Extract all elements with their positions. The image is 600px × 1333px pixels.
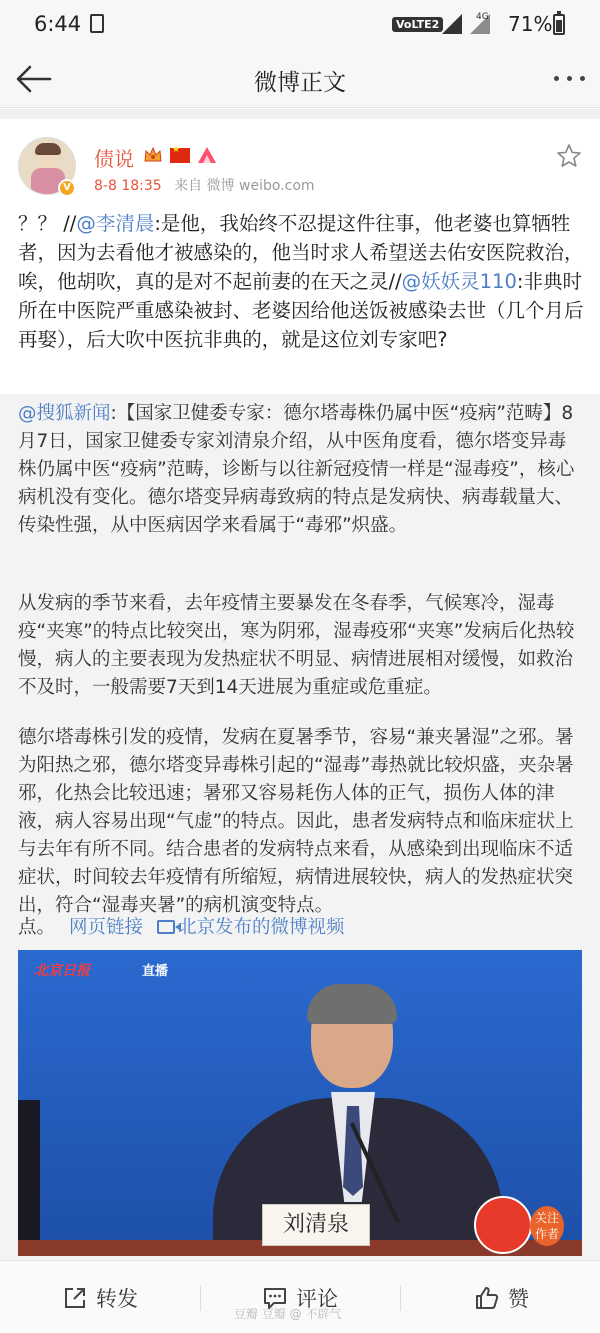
video-thumbnail[interactable]	[18, 950, 582, 1256]
video-logo: 北京日报	[34, 963, 90, 979]
page-title: 微博正文	[254, 70, 346, 96]
china-flag-icon	[170, 148, 190, 163]
nav-bar	[0, 50, 600, 108]
watermark: 豆瓣 豆瓣 @ 不辟气	[234, 1307, 342, 1321]
video-link-label: 北京发布的微博视频	[178, 917, 345, 938]
divider	[200, 1285, 201, 1311]
mention-link[interactable]: @李清晨	[76, 212, 155, 235]
action-bar	[0, 1260, 600, 1333]
repost-icon	[62, 1285, 88, 1311]
post-text-segment: :是他，我始终不忍提这件往事，他老婆也算牺牲者，因为去看他才被感染的，他当时求人希望送去佑安医院救治，唉，他胡吹，真的是对不起前妻的在天之灵//	[18, 212, 584, 293]
vip-icon	[196, 145, 218, 165]
signal-icon	[442, 14, 462, 34]
video-icon	[157, 920, 175, 934]
repost-paragraph: 德尔塔毒株引发的疫情，发病在夏暑季节，容易“兼夹暑湿”之邪。暑为阳热之邪，德尔塔变异毒株引起的“湿毒”毒热就比较炽盛，夹杂暑邪，化热会比较迅速；暑邪又容易耗伤人体的正气，损伤人体的津液，病人容易出现“气虚”的特点。因此，患者发病特点和临床症状上与去年有所不同。结合患者的发病特点来看，从感染到出现临床不适症状，时间较去年疫情有所缩短，病情进展较快，病人的发热症状突出，符合“湿毒夹暑”的病机演变特点。	[18, 727, 574, 916]
crown-icon	[143, 145, 163, 165]
repost-text-end: 点。	[18, 917, 56, 938]
post-time: 8-8 18:35	[94, 178, 162, 194]
repost-label: 转发	[96, 1287, 138, 1311]
curtain	[18, 1100, 40, 1240]
repost-button[interactable]	[62, 1283, 152, 1313]
video-live-label: 直播	[142, 964, 169, 979]
section-gap	[0, 109, 600, 119]
divider	[400, 1285, 401, 1311]
post-text-segment: ？？ //	[18, 212, 77, 235]
status-bar	[0, 0, 600, 50]
repost-paragraph: 从发病的季节来看，去年疫情主要暴发在冬春季，气候寒冷，湿毒疫“夹寒”的特点比较突出，寒为阴邪，湿毒疫邪“夹寒”发病后化热较慢，病人的主要表现为发热症状不明显、病情进展相对缓慢，如救治不及时，一般需要7天到14天进展为重症或危重症。	[18, 593, 575, 698]
post-text-segment: :非典时所在中医院严重感染被封、老婆因给他送饭被感染去世（几个月后再娶），后大吹中医抗非典的，就是这位刘专家吧?	[18, 270, 584, 351]
like-button[interactable]	[474, 1283, 544, 1313]
status-time: 6:44	[34, 12, 82, 36]
sim-card-icon	[90, 14, 104, 33]
repost-paragraph	[18, 400, 584, 540]
verified-badge-icon: V	[58, 179, 76, 197]
volte-badge: VoLTE2	[392, 17, 443, 32]
repost-text: :【国家卫健委专家：德尔塔毒株仍属中医“疫病”范畴】8月7日，国家卫健委专家刘清泉介绍，从中医角度看，德尔塔变异毒株仍属中医“疫病”范畴，诊断与以往新冠疫情一样是“湿毒疫”，核心病机没有变化。德尔塔变异病毒致病的特点是发病快、病毒载量大、传染性强，从中医病因学来看属于“毒邪”炽盛。	[18, 403, 575, 536]
username[interactable]: 债说	[94, 147, 134, 171]
more-icon[interactable]	[552, 74, 588, 84]
mention-link[interactable]: @妖妖灵110	[401, 270, 517, 293]
comment-label: 评论	[296, 1287, 338, 1311]
battery-icon	[553, 14, 565, 35]
weibo-post	[0, 119, 600, 394]
post-meta	[94, 175, 315, 195]
name-plate: 刘清泉	[262, 1204, 370, 1246]
battery-percent: 71%	[508, 12, 553, 36]
post-source: 来自 微博 weibo.com	[174, 178, 315, 194]
favorite-star-icon[interactable]	[556, 143, 582, 169]
web-link[interactable]: 网页链接	[69, 917, 144, 938]
mention-link[interactable]: @搜狐新闻	[18, 403, 111, 424]
logo-icon	[474, 1196, 532, 1254]
post-text	[18, 209, 584, 354]
repost-links	[18, 914, 345, 942]
thumbs-up-icon	[474, 1285, 500, 1311]
like-label: 赞	[508, 1287, 529, 1311]
follow-label: 关注作者	[530, 1206, 564, 1246]
follow-author-badge[interactable]	[474, 1196, 562, 1254]
network-type: 4G	[476, 12, 489, 22]
video-link[interactable]	[157, 917, 345, 938]
reposted-weibo[interactable]	[0, 394, 600, 1260]
